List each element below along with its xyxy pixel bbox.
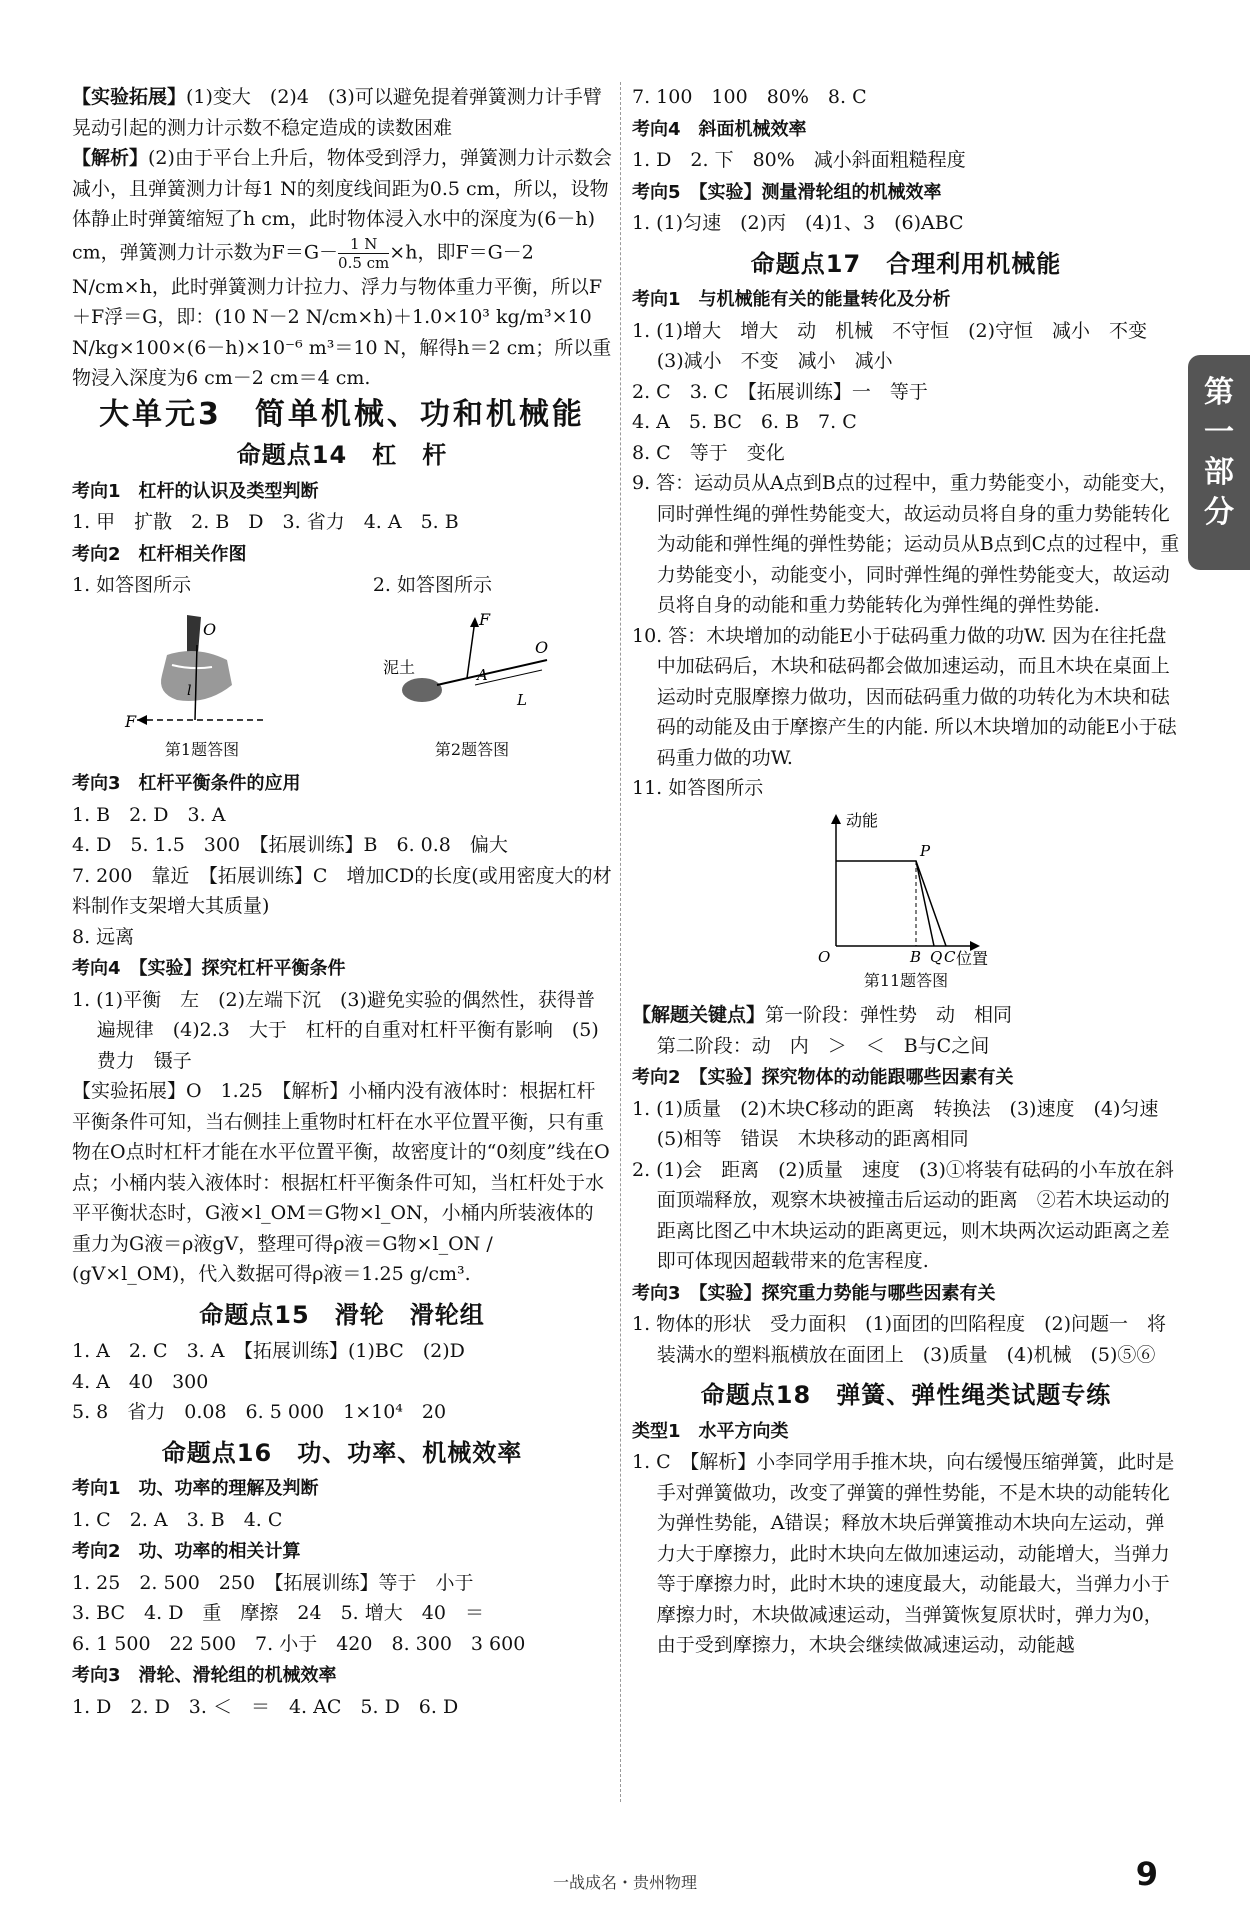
answer-line: 1. D 2. 下 80% 减小斜面粗糙程度	[632, 149, 966, 171]
shovel-lever-drawing	[377, 605, 567, 735]
type-title: 类型1 水平方向类	[632, 1420, 789, 1442]
answer-line: 11. 如答图所示	[632, 777, 764, 799]
soil-label: 泥土	[383, 657, 416, 677]
hand-pen-lever-drawing	[117, 605, 287, 735]
svg-text:l: l	[187, 682, 192, 699]
svg-text:A: A	[477, 665, 488, 684]
direction-title: 考向2 功、功率的相关计算	[72, 1541, 301, 1562]
x-axis-label: 位置	[956, 948, 989, 966]
direction-title: 考向4 【实验】探究杠杆平衡条件	[72, 958, 346, 979]
answer-line: 1. 25 2. 500 250 【拓展训练】等于 小于	[72, 1571, 474, 1594]
direction-title: 考向3 滑轮、滑轮组的机械效率	[72, 1665, 337, 1686]
fraction	[338, 235, 389, 272]
answer-line: 4. D 5. 1.5 300 【拓展训练】B 6. 0.8 偏大	[72, 834, 508, 856]
answer-line: 8. 远离	[72, 925, 135, 948]
answer-line: 1. (1)质量 (2)木块C移动的距离 转换法 (3)速度 (4)匀速 (5)相等 错误 木块移动的距离相同	[632, 1097, 1178, 1150]
answer-line: 【实验拓展】O 1.25 【解析】小桶内没有液体时：根据杠杆平衡条件可知，当右侧挂上重物时杠杆在水平位置平衡，只有重物在O点时杠杆才能在水平位置平衡，故密度计的“0刻度”线在O点；小桶内装入液体时：根据杠杆平衡条件可知，当杠杆处于水平平衡状态时，G液×l_OM＝G物×l_ON，小桶内所装液体的重力为G液＝ρ液gV，整理可得ρ液＝G物×l_ON / (gV×l_OM)，代入数据可得ρ液＝1.25 g/cm³.	[72, 1080, 610, 1285]
figure-11-caption: 第11题答图	[863, 970, 949, 990]
direction-title: 考向2 杠杆相关作图	[72, 543, 247, 565]
answer-line: 1. (1)匀速 (2)丙 (4)1、3 (6)ABC	[632, 212, 964, 234]
answer-line: 1. D 2. D 3. ＜ ＝ 4. AC 5. D 6. D	[72, 1695, 459, 1718]
fraction-numerator: 1 N	[338, 235, 389, 254]
direction-title: 考向1 功、功率的理解及判断	[72, 1478, 319, 1499]
key-point-line	[632, 1000, 1180, 1031]
point-b-label: B	[910, 947, 922, 966]
answer-line: 9. 答：运动员从A点到B点的过程中，重力势能变小，动能变大，同时弹性绳的弹性势能变大，故运动员将自身的重力势能转化为动能和弹性绳的弹性势能；运动员从B点到C点的过程中，重力势能变小，动能变小，同时弹性绳的弹性势能变大，故运动员将自身的动能和重力势能转化为弹性绳的弹性势能.	[632, 472, 1180, 616]
direction-title: 考向5 【实验】测量滑轮组的机械效率	[632, 181, 942, 203]
direction-title: 考向3 杠杆平衡条件的应用	[72, 773, 301, 794]
origin-label: O	[818, 947, 831, 966]
answer-line: 2. C 3. C 【拓展训练】一 等于	[632, 380, 928, 403]
answer-2: 2. 如答图所示	[372, 574, 492, 596]
svg-text:O: O	[535, 637, 549, 657]
part-side-tab-label: 第一部分	[1204, 375, 1234, 530]
kinetic-energy-graph	[796, 806, 1016, 966]
answer-line: 6. 1 500 22 500 7. 小于 420 8. 300 3 600	[72, 1632, 526, 1655]
section-title-18: 命题点18 弹簧、弹性绳类试题专练	[700, 1381, 1112, 1409]
answer-line: 8. C 等于 变化	[632, 441, 785, 464]
answer-line: 7. 200 靠近 【拓展训练】C 增加CD的长度(或用密度大的材料制作支架增大其质量)	[72, 864, 612, 917]
answer-line: 1. C 【解析】小李同学用手推木块，向右缓慢压缩弹簧，此时是手对弹簧做功，改变了弹簧的弹性势能，不是木块的动能转化为弹性势能，A错误；释放木块后弹簧推动木块向左运动，弹力大于摩擦力，此时木块向左做加速运动，动能增大，当弹力等于摩擦力时，此时木块的速度最大，动能最大，当弹力小于摩擦力时，木块做减速运动，当弹簧恢复原状时，弹力为0，由于受到摩擦力，木块会继续做减速运动，动能越	[632, 1451, 1175, 1656]
answer-line: 1. 甲 扩散 2. B D 3. 省力 4. A 5. B	[72, 511, 459, 533]
section-title-14: 命题点14 杠 杆	[236, 441, 448, 469]
direction-title: 考向1 与机械能有关的能量转化及分析	[632, 289, 951, 310]
answer-line: 10. 答：木块增加的动能E小于砝码重力做的功W. 因为在往托盘中加砝码后，木块和砝码都会做加速运动，而且木块在桌面上运动时克服摩擦力做功，因而砝码重力做的功转化为木块和砝码的动能及由于摩擦产生的内能. 所以木块增加的动能E小于砝码重力做的功W.	[632, 624, 1177, 769]
footer: 一战成名・贵州物理	[552, 1873, 697, 1892]
answer-line: 1. B 2. D 3. A	[72, 803, 226, 826]
key-point-line: 第二阶段：动 内 ＞ ＜ B与C之间	[656, 1034, 990, 1057]
text: (2)由于平台上升后，物体受到浮力，弹簧测力计示数会减小，且弹簧测力计每1 N的刻度线间距为0.5 cm，所以，设物体静止时弹簧缩短了h cm，此时物体浸入水中的深度为(6－h) cm，弹簧测力计示数为F＝G－	[72, 147, 612, 263]
answer-line: 1. (1)平衡 左 (2)左端下沉 (3)避免实验的偶然性，获得普遍规律 (4)2.3 大于 杠杆的自重对杠杆平衡有影响 (5)费力 镊子	[72, 988, 599, 1072]
unit-title: 大单元3 简单机械、功和机械能	[99, 396, 585, 432]
section-title-15: 命题点15 滑轮 滑轮组	[199, 1300, 485, 1329]
answer-1: 1. 如答图所示	[72, 574, 192, 596]
figure-1	[117, 605, 287, 766]
svg-text:F: F	[479, 609, 491, 629]
analysis-paragraph	[72, 143, 612, 394]
fraction-denominator: 0.5 cm	[338, 253, 390, 272]
text: (1)变大 (2)4 (3)可以避免提着弹簧测力计手臂晃动引起的测力计示数不稳定造成的读数困难	[72, 86, 602, 139]
answer-line: 4. A 5. BC 6. B 7. C	[632, 411, 857, 433]
text: ×h，即F＝G－2 N/cm×h，此时弹簧测力计拉力、浮力与物体重力平衡，所以F＋F浮＝G，即：(10 N－2 N/cm×h)＋1.0×10³ kg/m³×10 N/kg×100×(6－h)×10⁻⁶ m³＝10 N，解得h＝2 cm；所以重物浸入深度为6 cm－2 cm＝4 cm.	[72, 241, 612, 389]
figure-11	[632, 806, 1180, 997]
answer-line: 5. 8 省力 0.08 6. 5 000 1×10⁴ 20	[72, 1401, 447, 1423]
answer-line: 2. (1)会 距离 (2)质量 速度 (3)①将装有砝码的小车放在斜面顶端释放，观察木块被撞击后运动的距离 ②若木块运动的距离比图乙中木块运动的距离更远，则木块两次运动距离之差即可体现因超载带来的危害程度.	[632, 1158, 1174, 1272]
section-title-17: 命题点17 合理利用机械能	[750, 249, 1062, 278]
figure-2-caption: 第2题答图	[434, 739, 510, 759]
svg-text:F: F	[125, 711, 137, 731]
answer-line: 4. A 40 300	[72, 1370, 209, 1393]
point-p-label: P	[920, 841, 931, 860]
text: 第一阶段：弹性势 动 相同	[765, 1004, 1013, 1026]
right-column	[632, 82, 1180, 1661]
figure-2	[377, 605, 567, 766]
column-divider	[620, 82, 621, 1802]
direction-title: 考向3 【实验】探究重力势能与哪些因素有关	[632, 1282, 996, 1304]
answer-line: 7. 100 100 80% 8. C	[632, 86, 867, 108]
svg-text:L: L	[517, 690, 527, 709]
page-number: 9	[1135, 1855, 1158, 1893]
answer-line: 1. (1)增大 增大 动 机械 不守恒 (2)守恒 减小 不变 (3)减小 不变 减小 减小	[632, 319, 1167, 372]
direction-title: 考向2 【实验】探究物体的动能跟哪些因素有关	[632, 1067, 1014, 1088]
figure-row	[72, 605, 612, 766]
answer-line: 1. 物体的形状 受力面积 (1)面团的凹陷程度 (2)问题一 将装满水的塑料瓶横放在面团上 (3)质量 (4)机械 (5)⑤⑥	[632, 1313, 1166, 1366]
exp-ext-paragraph	[72, 82, 612, 143]
y-axis-label: 动能	[846, 810, 879, 830]
direction-title: 考向1 杠杆的认识及类型判断	[72, 480, 319, 502]
section-title-16: 命题点16 功、功率、机械效率	[161, 1438, 523, 1467]
point-q-label: Q	[930, 947, 943, 966]
answer-line: 3. BC 4. D 重 摩擦 24 5. 增大 40 ＝	[72, 1602, 484, 1624]
svg-text:O: O	[203, 619, 217, 639]
answer-line: 1. C 2. A 3. B 4. C	[72, 1508, 283, 1531]
figure-1-caption: 第1题答图	[164, 739, 240, 759]
direction-title: 考向4 斜面机械效率	[632, 118, 807, 140]
part-side-tab	[1188, 355, 1250, 570]
left-column	[72, 82, 612, 1722]
tag: 【解析】	[72, 147, 149, 169]
tag: 【实验拓展】	[72, 86, 187, 108]
answer-line: 1. A 2. C 3. A 【拓展训练】(1)BC (2)D	[72, 1340, 465, 1362]
tag: 【解题关键点】	[632, 1004, 766, 1026]
point-c-label: C	[944, 947, 956, 966]
answer-line	[72, 570, 492, 601]
